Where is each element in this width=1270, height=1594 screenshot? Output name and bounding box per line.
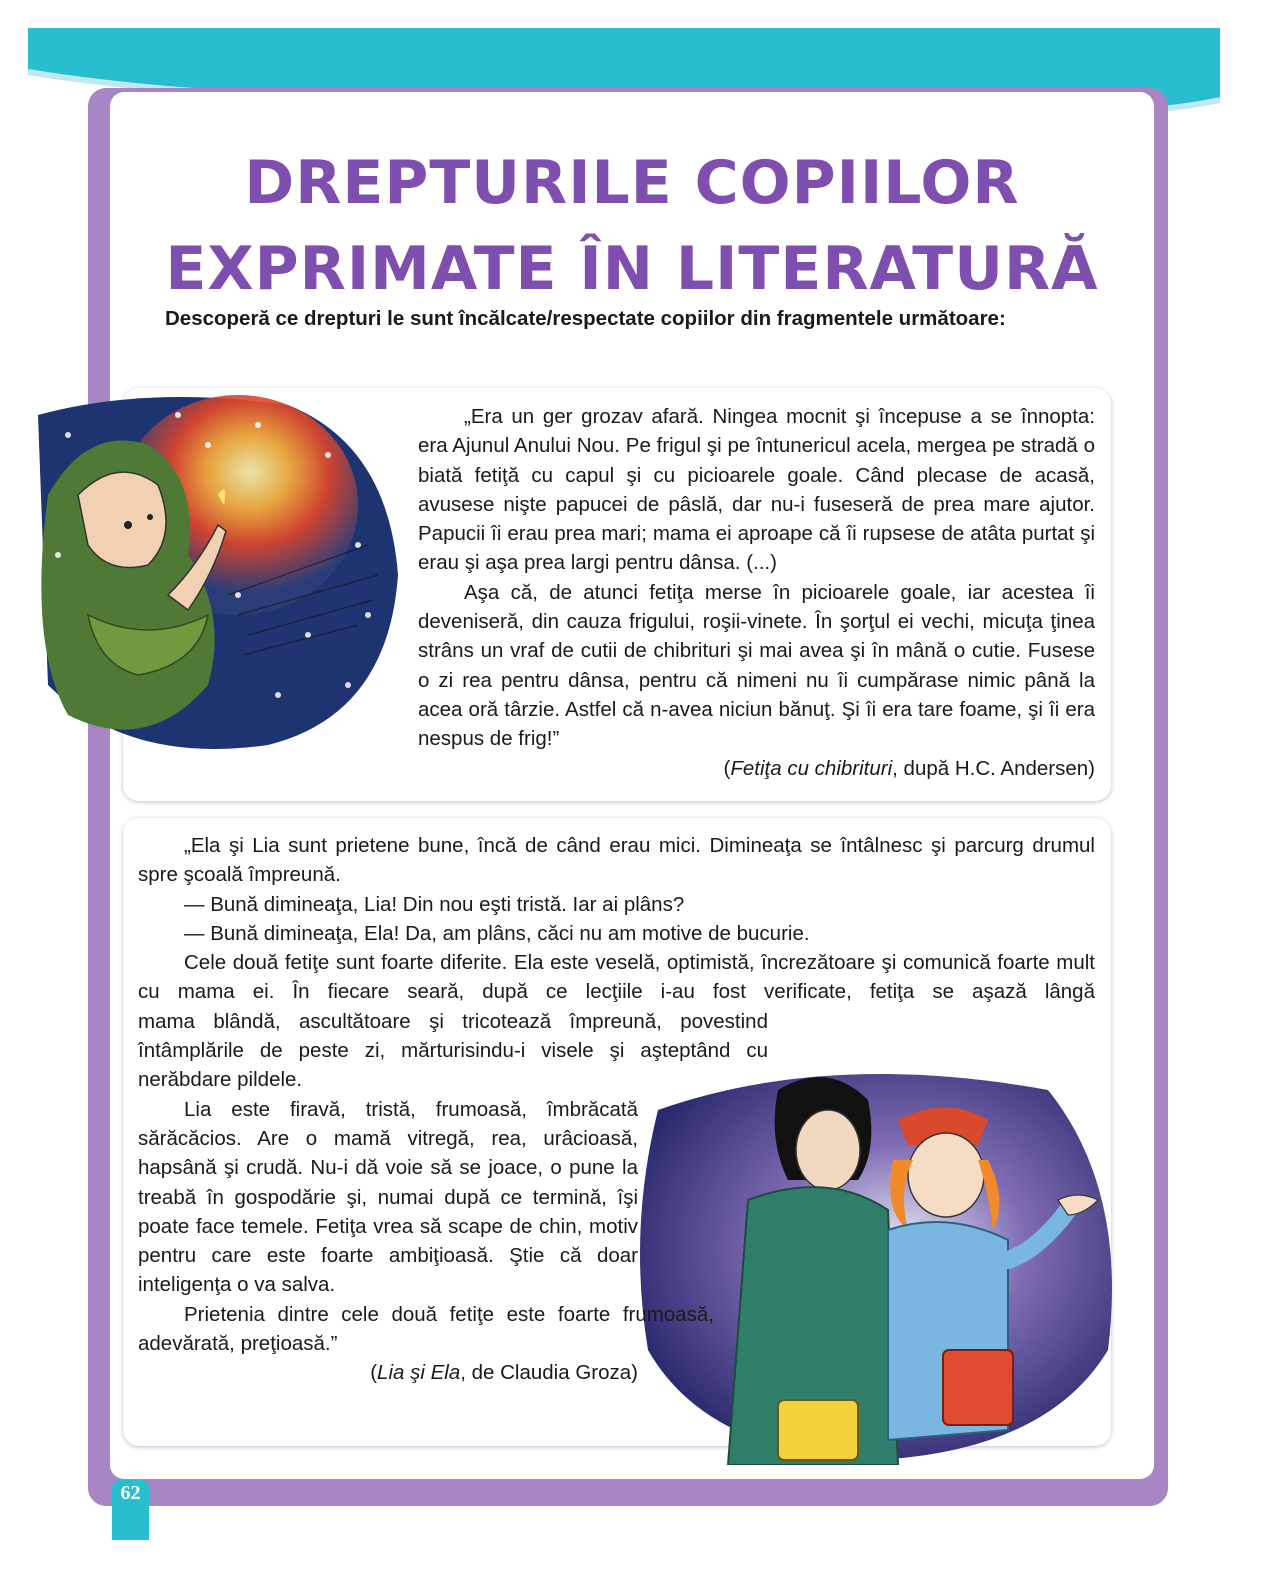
fragment-2-source-title: Lia şi Ela: [377, 1361, 461, 1385]
fragment-2-paragraph: „Ela şi Lia sunt prietene bune, încă de când erau mici. Dimineaţa se întâlnesc şi parcurg drumul spre şcoală împreună.: [138, 834, 1095, 887]
title-line-2: EXPRIMATE ÎN LITERATURĂ: [165, 234, 1099, 304]
dialogue-line: — Bună dimineaţa, Lia! Din nou eşti tristă. Iar ai plâns?: [184, 892, 685, 916]
dialogue-line: — Bună dimineaţa, Ela! Da, am plâns, căci nu am motive de bucurie.: [184, 921, 810, 945]
fragment-2-paragraph: Cele două fetiţe sunt foarte diferite. Ela este veselă, optimistă, încrezătoare şi comunică foarte mult cu mama ei. În fiecare seară, după ce lecţiile i-au fost verificate, fetiţa se aşază lângă: [138, 951, 1095, 1004]
fragment-2-paragraph: mama blândă, ascultătoare şi tricotează împreună, povestind întâmplările de peste zi, mărturisindu-i visele şi aşteptând cu nerăbdare pildele.: [138, 1009, 768, 1092]
fragment-1-text: [418, 402, 1095, 783]
fragment-2-text: [138, 831, 1095, 1388]
fragment-1-paragraph: „Era un ger grozav afară. Ningea mocnit şi începuse a se înnopta: era Ajunul Anului Nou. Pe frigul şi pe întunericul acela, mergea pe stradă o biată fetiţă cu capul şi cu picioarele goale. Când plecase de acasă, avusese nişte papucei de pâslă, dar nu-i fuseseră de prea mare ajutor. Papucii îi erau prea mari; mama ei aproape că îi rupsese de atâta purtat şi erau şi aşa prea largi pentru dânsa. (...): [418, 405, 1095, 575]
instruction-text: Descoperă ce drepturi le sunt încălcate/respectate copiilor din fragmentele următoare:: [165, 307, 1006, 330]
fragment-2-source: (Lia şi Ela, de Claudia Groza): [370, 1361, 638, 1385]
fragment-1-source-title: Fetiţa cu chibrituri: [730, 756, 893, 780]
fragment-1-source: (Fetiţa cu chibrituri, după H.C. Andersen): [723, 756, 1095, 780]
match-girl-illustration: [28, 385, 413, 770]
fragment-2-paragraph: Prietenia dintre cele două fetiţe este foarte frumoasă, adevărată, preţioasă.”: [138, 1302, 714, 1356]
page-title: [110, 140, 1154, 312]
fragment-2-paragraph: Lia este firavă, tristă, frumoasă, îmbrăcată sărăcăcios. Are o mamă vitregă, rea, urâcioasă, hapsână şi crudă. Nu-i dă voie să se joace, o pune la treabă în gospodărie şi, numai după ce termină, îşi poate face temele. Fetiţa vrea să scape de chin, motiv pentru care este foarte ambiţioasă. Ştie că doar inteligenţa o va salva.: [138, 1097, 638, 1297]
title-line-1: DREPTURILE COPIILOR: [244, 148, 1020, 218]
page-number: 62: [120, 1482, 141, 1504]
fragment-1-paragraph: Aşa că, de atunci fetiţa merse în picioarele goale, iar acestea îi deveniseră, din cauza frigului, roşii-vinete. În şorţul ei vechi, micuţa ţinea strâns un vraf de cutii de chibrituri şi mai avea şi în mână o cutie. Fusese o zi rea pentru dânsa, pentru că nimeni nu îi cumpărase nimic până la acea oră târzie. Astfel că n-avea niciun bănuţ. Şi îi era tare foame, şi îi era nespus de frig!”: [418, 580, 1095, 751]
